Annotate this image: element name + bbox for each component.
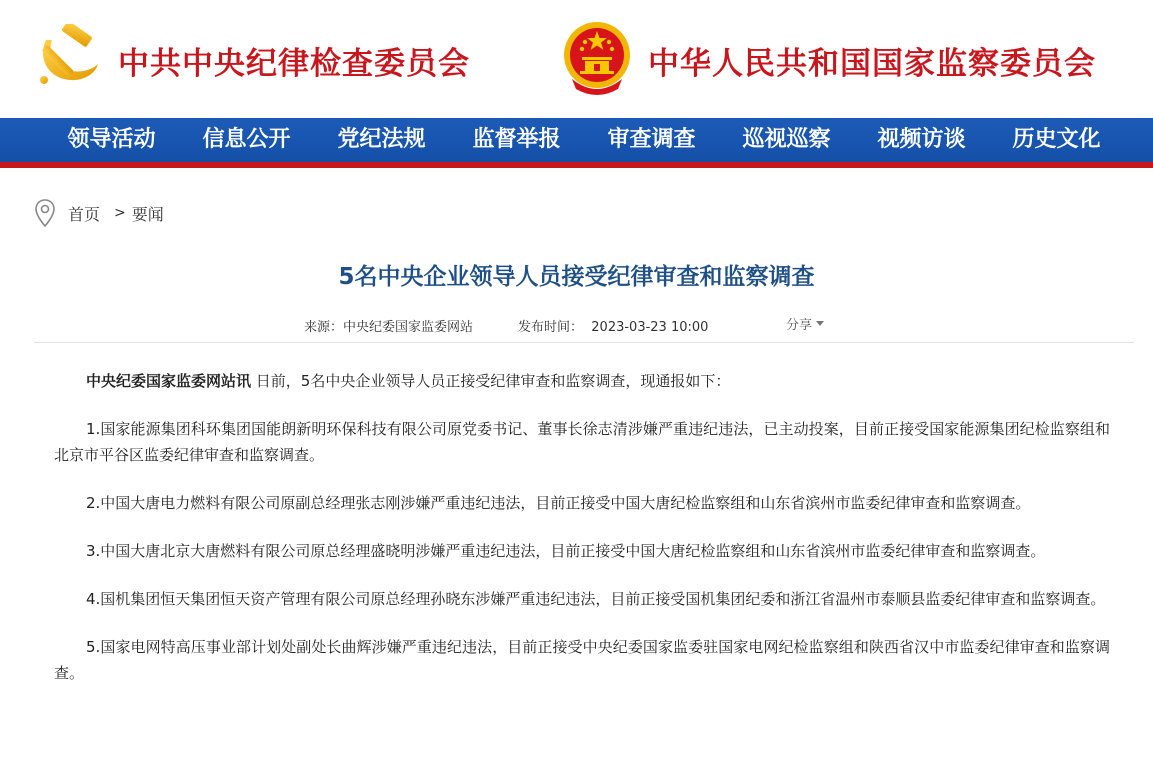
- nav-item-video-interviews[interactable]: 视频访谈: [877, 126, 966, 152]
- nav-item-party-regulations[interactable]: 党纪法规: [337, 126, 426, 152]
- location-pin-icon: [34, 198, 56, 228]
- nav-bottom-border: [0, 162, 1153, 168]
- nav-item-inspection-tours[interactable]: 巡视巡察: [742, 126, 831, 152]
- state-commission-title[interactable]: 中华人民共和国国家监察委员会: [648, 46, 1096, 82]
- breadcrumb-home[interactable]: 首页: [68, 204, 101, 224]
- main-nav: [0, 118, 1153, 162]
- lead-paragraph: [54, 368, 1110, 394]
- lead-text: 日前，5名中央企业领导人员正接受纪律审查和监察调查，现通报如下：: [251, 372, 731, 390]
- article-publish-time: [518, 316, 708, 335]
- party-commission-title[interactable]: 中共中央纪律检查委员会: [118, 46, 470, 82]
- time-value: 2023-03-23 10:00: [591, 320, 709, 335]
- breadcrumb-separator: >: [114, 205, 126, 221]
- breadcrumb-current[interactable]: 要闻: [131, 204, 164, 224]
- source-label: 来源：: [304, 320, 344, 335]
- breadcrumb: [34, 198, 164, 228]
- lead-source: 中央纪委国家监委网站讯: [86, 372, 252, 390]
- nav-item-investigation[interactable]: 审查调查: [607, 126, 696, 152]
- nav-item-supervision-report[interactable]: 监督举报: [472, 126, 561, 152]
- article-paragraph: 5.国家电网特高压事业部计划处副处长曲辉涉嫌严重违纪违法，目前正接受中央纪委国家监委驻国家电网纪检监察组和陕西省汉中市监委纪律审查和监察调查。: [54, 638, 1110, 682]
- chevron-down-icon: [816, 321, 824, 326]
- nav-item-history-culture[interactable]: 历史文化: [1012, 126, 1101, 152]
- article-title: 5名中央企业领导人员接受纪律审查和监察调查: [338, 264, 815, 290]
- article-body: [54, 368, 1110, 686]
- nav-item-info-disclosure[interactable]: 信息公开: [202, 126, 291, 152]
- time-label: 发布时间：: [518, 320, 584, 335]
- national-emblem-icon[interactable]: [562, 19, 632, 95]
- article-paragraph: 3.中国大唐北京大唐燃料有限公司原总经理盛晓明涉嫌严重违纪违法，目前正接受中国大唐纪检监察组和山东省滨州市监委纪律审查和监察调查。: [86, 542, 1046, 560]
- article-paragraph: 1.国家能源集团科环集团国能朗新明环保科技有限公司原党委书记、董事长徐志清涉嫌严重违纪违法，已主动投案，目前正接受国家能源集团纪检监察组和北京市平谷区监委纪律审查和监察调查。: [54, 420, 1110, 464]
- nav-item-leadership[interactable]: 领导活动: [67, 126, 156, 152]
- article-paragraph: 4.国机集团恒天集团恒天资产管理有限公司原总经理孙晓东涉嫌严重违纪违法，目前正接受国机集团纪委和浙江省温州市泰顺县监委纪律审查和监察调查。: [86, 590, 1106, 608]
- share-label: 分享: [786, 318, 813, 333]
- source-value: 中央纪委国家监委网站: [343, 320, 474, 335]
- site-header: [0, 0, 1153, 118]
- title-divider: [34, 342, 1134, 343]
- share-button[interactable]: [786, 314, 824, 333]
- article-source: [304, 316, 473, 335]
- article-paragraph: 2.中国大唐电力燃料有限公司原副总经理张志刚涉嫌严重违纪违法，目前正接受中国大唐纪检监察组和山东省滨州市监委纪律审查和监察调查。: [86, 494, 1031, 512]
- hammer-sickle-icon[interactable]: [36, 24, 102, 86]
